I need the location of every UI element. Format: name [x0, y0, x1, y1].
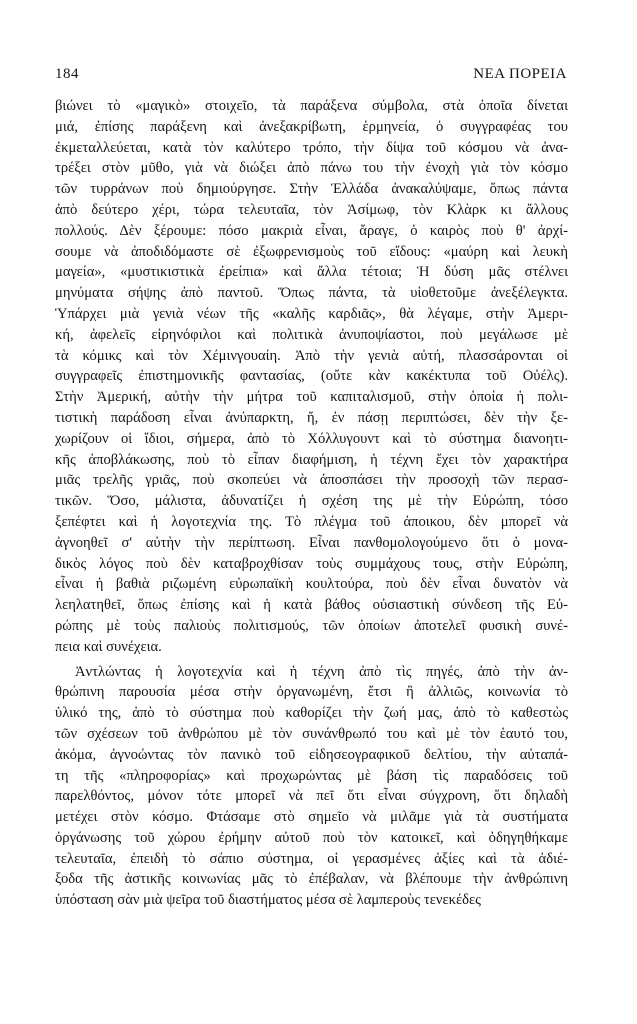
text-line: βιώνει τὸ «μαγικὸ» στοιχεῖο, τὰ παράξενα σύμβολα, στὰ ὁποῖα δίνεται	[55, 98, 568, 114]
text-line: ἀπὸ δεύτερο χέρι, τώρα τελευταῖα, τὸν Ἀσίμωφ, τὸν Κλὰρκ κι ἄλλους	[55, 201, 568, 218]
text-line: ὀργάνωσης τοῦ χώρου ἐρήμην αὐτοῦ ποὺ τὸν κατοικεῖ, καὶ ὀδηγηθήκαμε	[55, 829, 568, 846]
text-line: λεηλατηθεῖ, ὅπως ἐπίσης καὶ ἡ κατὰ βάθος οὐσιαστικὴ σύνδεση τῆς Εὐ-	[55, 597, 568, 614]
text-line: ὑλικό της, ἀπὸ τὸ σύστημα ποὺ καθορίζει τὴν ζωή μας, ἀπὸ τὸ καθεστὼς	[55, 705, 568, 722]
paragraph	[55, 662, 568, 912]
text-line: κῆς ἀποβλάκωσης, ποὺ τὸ εἶπαν διαφήμιση, ἡ τέχνη ἔχει τὸν χαρακτήρα	[55, 451, 568, 468]
text-line: τελευταῖα, ἐπειδὴ τὸ σάπιο σύστημα, οἱ γερασμένες ἀξίες καὶ τὰ ἀδιέ-	[55, 850, 568, 867]
page-header	[55, 66, 567, 88]
text-line: παρελθόντος, μόνον τότε μπορεῖ νὰ πεῖ ὅτι εἶναι σύγχρονη, ὅτι δηλαδὴ	[55, 788, 568, 805]
running-title: ΝΕΑ ΠΟΡΕΙΑ	[473, 66, 567, 82]
text-line: ἀγνοηθεῖ σ' αὐτὴν τὴν περίπτωση. Εἶναι πανθομολογούμενο ὅτι ὁ μονα-	[55, 534, 568, 551]
paragraph	[55, 96, 568, 658]
text-line: πεια καὶ συνέχεια.	[55, 638, 162, 655]
text-line: κή, ἀφελεῖς εἰρηνόφιλοι καὶ πολιτικὰ ἀνυποψίαστοι, ποὺ μεγάλωσε μὲ	[55, 326, 568, 343]
text-line: συγγραφεῖς ἐπιστημονικῆς φαντασίας, (οὔτε κὰν κακέκτυπα τοῦ Οὐέλς).	[55, 368, 568, 385]
text-line: ξεπέφτει καὶ ἡ λογοτεχνία της. Τὸ πλέγμα τοῦ ἀποικου, δὲν μπορεῖ νὰ	[55, 513, 568, 530]
text-line: μηνύματα σήψης ἀπὸ παντοῦ. Ὅπως πάντα, τὰ υἱοθετοῦμε ἀνεξέλεγκτα.	[55, 285, 568, 302]
text-line: Στὴν Ἀμερική, αὐτὴν τὴν μήτρα τοῦ καπιταλισμοῦ, στὴν ὁποία ἡ πολι-	[55, 389, 568, 406]
text-line: εἶναι ἡ βαθιὰ ριζωμένη εὐρωπαϊκὴ κουλτούρα, ποὺ δὲν εἶναι δυνατὸν νὰ	[55, 576, 568, 593]
text-line: χωρίζουν οἱ ἴδιοι, σήμερα, ἀπὸ τὸ Χόλλυγουντ καὶ τὸ σύστημα διανοητι-	[55, 430, 568, 447]
text-line: Ὑπάρχει μιὰ γενιὰ νέων τῆς «καλῆς καρδιᾶς», θὰ λέγαμε, στὴν Ἀμερι-	[55, 305, 568, 322]
text-line: μιά, ἐπίσης παράξενη καὶ ἀνεξακρίβωτη, ἑρμηνεία, ὁ συγγραφέας του	[55, 118, 568, 135]
text-line: Ἀντλώντας ἡ λογοτεχνία καὶ ἡ τέχνη ἀπὸ τὶς πηγές, ἀπὸ τὴν ἀν-	[75, 663, 568, 680]
text-line: ὑπόσταση σὰν μιὰ ψεῖρα τοῦ διαστήματος μέσα σὲ λαμπεροὺς τενεκέδες	[55, 892, 481, 909]
text-line: τῶν τυρράνων ποὺ δημιούργησε. Στὴν Ἑλλάδα ἀνακαλύψαμε, ὅπως πάντα	[55, 181, 568, 198]
text-line: τικῶν. Ὅσο, μάλιστα, ἀδυνατίζει ἡ σχέση της μὲ τὴν Εὐρώπη, τόσο	[55, 493, 568, 510]
text-line: μαγεία», «μυστικιστικὰ ἐρείπια» καὶ ἄλλα τέτοια; Ἡ δύση μᾶς στέλνει	[55, 264, 568, 281]
text-line: δικὸς λόγος ποὺ δὲν καταβροχθίσαν τοὺς συμμάχους τους, στὴν Εὐρώπη,	[55, 555, 568, 572]
page-number: 184	[55, 66, 79, 82]
text-line: τὰ κόμικς καὶ τὸν Χέμινγουαίη. Ἀπὸ τὴν γενιὰ αὐτή, πλασσάρονται οἱ	[55, 347, 568, 364]
text-line: ἀκόμα, ἀγνοώντας τὸν πανικὸ τοῦ εἰδησεογραφικοῦ δελτίου, τὴν αὐταπά-	[55, 746, 568, 763]
text-line: θρώπινη παρουσία μέσα στὴν ὀργανωμένη, ἔτσι ἢ ἀλλιῶς, κοινωνία τὸ	[55, 684, 568, 701]
text-line: μετέχει στὸν κόσμο. Φτάσαμε στὸ σημεῖο νὰ μιλᾶμε γιὰ τὰ συστήματα	[55, 809, 568, 826]
text-line: ἐκμεταλλεύεται, κατὰ τὸν καλύτερο τρόπο, τὴν δίψα τοῦ κόσμου νὰ ἀνα-	[55, 139, 568, 156]
text-line: σουμε νὰ ἀποδιδόμαστε σὲ ἐξωφρενισμοὺς τοῦ εἴδους: «μαύρη καὶ λευκὴ	[55, 243, 568, 260]
text-line: ρώπης μὲ τοὺς παλιοὺς πολιτισμούς, τῶν ὁποίων ἀποτελεῖ φυσικὴ συνέ-	[55, 617, 568, 634]
text-line: μιᾶς τρελῆς γριᾶς, ποὺ σκοπεύει νὰ ἀποσπάσει τὴν προσοχὴ τῶν περασ-	[55, 472, 568, 489]
text-line: τῶν σχέσεων τοῦ ἀνθρώπου μὲ τὸν συνάνθρωπό του καὶ μὲ τὸν ἑαυτό του,	[55, 725, 568, 742]
text-line: ξοδα τῆς ἀστικῆς κοινωνίας μᾶς τὸ ἐπέβαλαν, νὰ βλέπουμε τὴν ἀνθρώπινη	[55, 871, 568, 888]
text-line: τιστικὴ παράδοση εἶναι ἀνύπαρκτη, ἤ, ἐν πάσῃ περιπτώσει, δὲν τὴν ξε-	[55, 409, 568, 426]
body-text	[55, 96, 568, 911]
text-line: τη τῆς «πληροφορίας» καὶ προχωρώντας μὲ βάση τὶς παραδόσεις τοῦ	[55, 767, 568, 784]
text-line: πολλούς. Δὲν ξέρουμε: πόσο μακριὰ εἶναι, ἄραγε, ὁ καιρὸς ποὺ θ' ἀρχί-	[55, 222, 568, 239]
text-line: τρέξει στὸν μῦθο, γιὰ νὰ διώξει ἀπὸ πάνω του τὴν ἐνοχὴ γιὰ τὸν κόσμο	[55, 160, 568, 177]
